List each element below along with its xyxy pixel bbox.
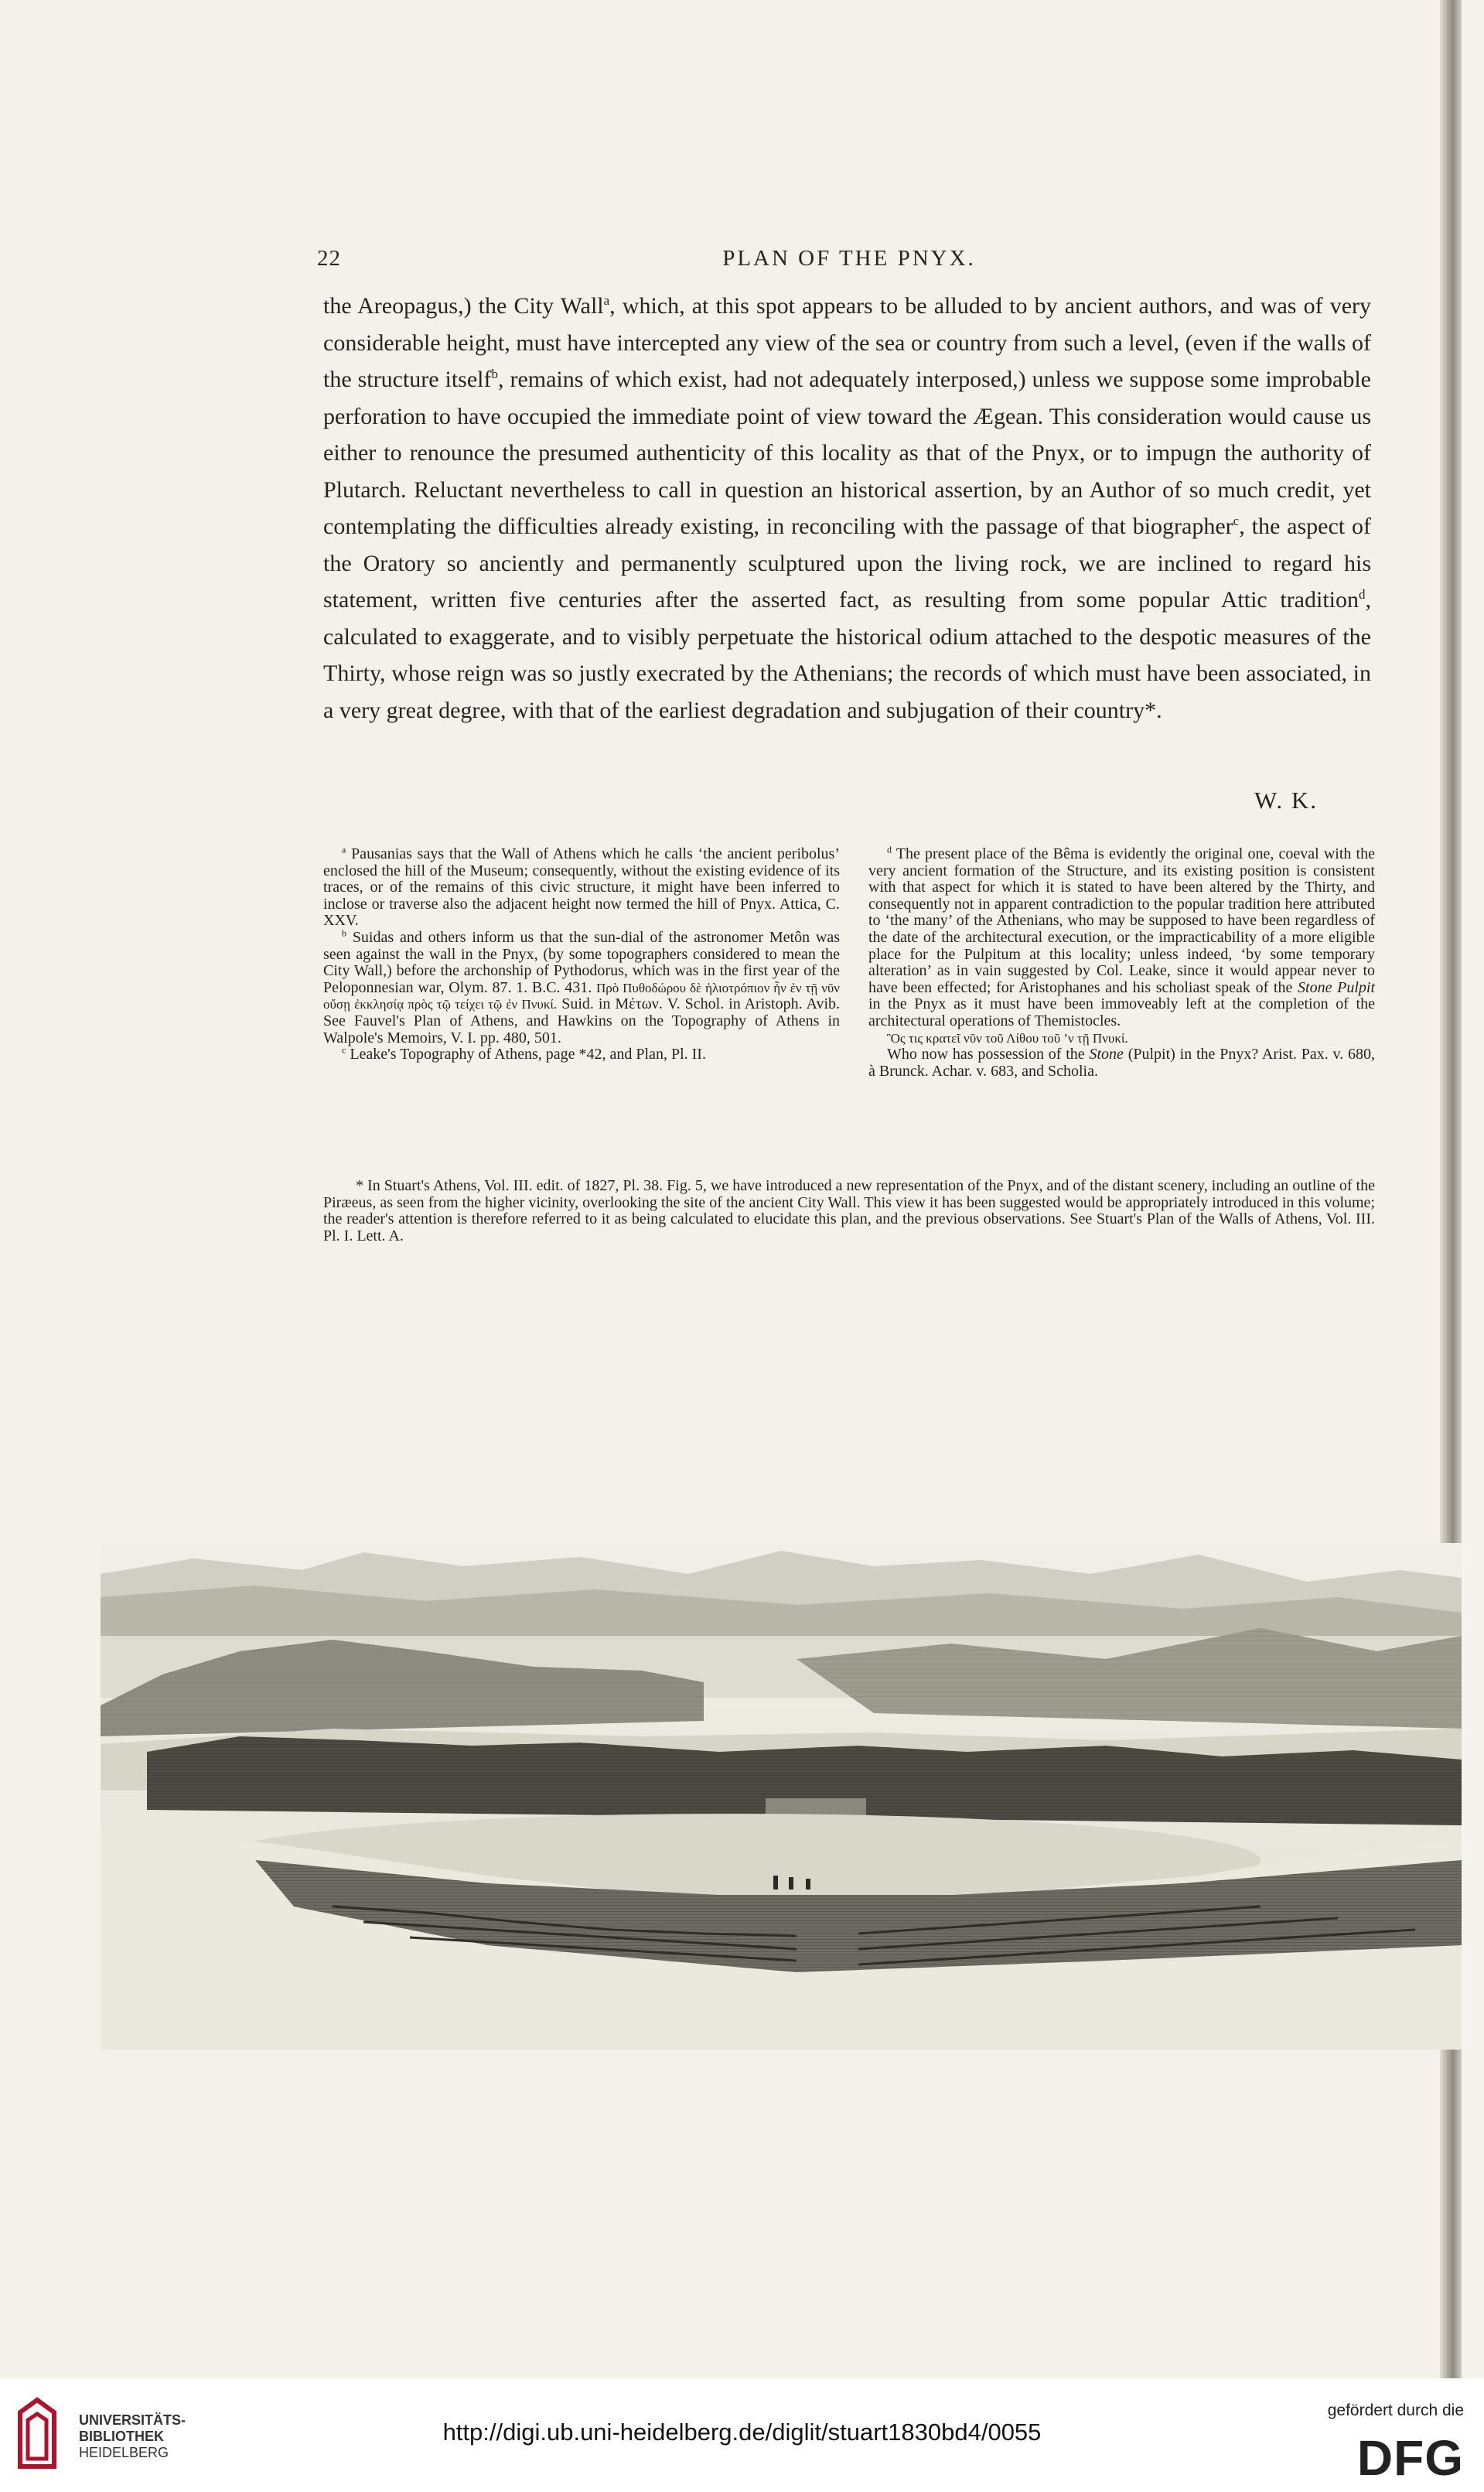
body-text-segment: , the aspect of the Oratory so anciently and permanently sculptured upon the living rock, we are inclined to regard his statement, written five centuries after the asserted fact, as resulting from some popular Attic tradition [323, 514, 1371, 613]
footnote-ref-b: b [491, 367, 499, 381]
page-number: 22 [317, 246, 341, 271]
source-url-link[interactable]: http://digi.ub.uni-heidelberg.de/diglit/stuart1830bd4/0055 [442, 2419, 1042, 2446]
body-text-segment: , remains of which exist, had not adequately interposed,) unless we suppose some improbable perforation to have occupied the immediate point of view toward the Ægean. This consideration would cause us either to renounce the presumed authenticity of this locality as that of the Pnyx, or to impugn the authority of Plutarch. Reluctant nevertheless to call in question an historical assertion, by an Author of so much credit, yet contemplating the difficulties already existing, in reconciling with the passage of that biographer [323, 367, 1371, 539]
footnotes-left-column [323, 846, 840, 1063]
footnote-c: $^c$ Leake's Topography of Athens, page *42, and Plan, Pl. II. [342, 1044, 706, 1063]
library-name: UNIVERSITÄTS- BIBLIOTHEK HEIDELBERG [79, 2412, 186, 2460]
body-text-segment: , which, at this spot appears to be alluded to by ancient authors, and was of very considerable height, must have intercepted any view of the sea or country from such a level, (even if the walls of the structure itself [323, 293, 1372, 392]
author-signature: W. K. [1254, 787, 1319, 814]
footnote-ref-d: d [1359, 587, 1366, 602]
dfg-logo: DFG [1356, 2430, 1464, 2486]
footnotes-right-column [868, 846, 1375, 1080]
footnote-ref-a: a [603, 293, 610, 308]
page-header [317, 246, 1381, 277]
footnote-b: $^b$ Suidas and others inform us that the sun-dial of the astronomer Metôn was seen against the wall in the Pnyx, (by some topographers considered to mean the City Wall,) before the archonship of Pythodorus, which was in the first year of the Peloponnesian war, Olym. 87. 1. B.C. 431. Πρὸ Πυθοδώρου δὲ ἡλιοτρόπιον ἦν ἐν τῇ νῦν οὔσῃ ἐκκλησίᾳ πρὸς τῷ τείχει τῷ ἐν Πνυκί. Suid. in Μέτων. V. Schol. in Aristoph. Avib. See Fauvel's Plan of Athens, and Hawkins on the Topography of Athens in Walpole's Memoirs, V. I. pp. 480, 501. [323, 927, 841, 1046]
main-paragraph [323, 288, 1371, 729]
footnote-star: * In Stuart's Athens, Vol. III. edit. of 1827, Pl. 38. Fig. 5, we have introduced a new representation of the Pnyx, and of the distant scenery, including an outline of the Piræeus, as seen from the higher vicinity, overlooking the site of the ancient City Wall. This view it has been suggested would be appropriately introduced in this volume; the reader's attention is therefore referred to it as being calculated to elucidate this plan, and the previous observations. See Stuart's Plan of the Walls of Athens, Vol. III. Pl. I. Lett. A. [323, 1177, 1375, 1244]
footnote-d-translation: Who now has possession of the Stone (Pulpit) in the Pnyx? Arist. Pax. v. 680, à Brunck. Achar. v. 683, and Scholia. [868, 1046, 1376, 1080]
footnote-a: $^a$ Pausanias says that the Wall of Athens which he calls ‘the ancient peribolus’ enclosed the hill of the Museum; consequently, without the existing evidence of its traces, or of the remains of this civic structure, it might have been inferred to inclose or traverse also the adjacent height now termed the hill of Pnyx. Attica, C. XXV. [323, 844, 841, 930]
footnote-d-greek-quote: Ὃς τις κρατεῖ νῦν τοῦ Λίθου τοῦ ’ν τῇ Πνυκί. [887, 1030, 1128, 1046]
body-text-segment: the Areopagus,) the City Wall [323, 293, 604, 319]
engraving-pnyx-landscape [101, 1543, 1462, 2050]
footnote-ref-c: c [1233, 514, 1240, 528]
footnotes-block [323, 844, 1376, 1080]
funded-by-label: gefördert durch die [1327, 2402, 1464, 2419]
footnote-d: $^d$ The present place of the Bêma is evidently the original one, coeval with the very ancient formation of the Structure, and its existing position is consistent with that aspect for which it is stated to have been altered by the Thirty, and consequently not in apparent contradiction to the popular tradition here attributed to ‘the many’ of the Athenians, who may be supposed to have been regardless of the date of the architectural execution, or the impracticability of a more eligible place for the Pulpitum at this locality; unless indeed, ‘by some temporary alteration’ as in vain suggested by Col. Leake, since it would appear never to have been effected; for Aristophanes and his scholiast speak of the Stone Pulpit in the Pnyx as it must have been immoveably left at the completion of the architectural operations of Themistocles. [868, 844, 1376, 1029]
running-title: PLAN OF THE PNYX. [722, 246, 976, 271]
digitization-footer [0, 2378, 1484, 2492]
body-text-segment: , calculated to exaggerate, and to visibly perpetuate the historical odium attached to the despotic measures of the Thirty, whose reign was so justly execrated by the Athenians; the records of which must have been associated, in a very great degree, with that of the earliest degradation and subjugation of their country*. [323, 587, 1371, 723]
